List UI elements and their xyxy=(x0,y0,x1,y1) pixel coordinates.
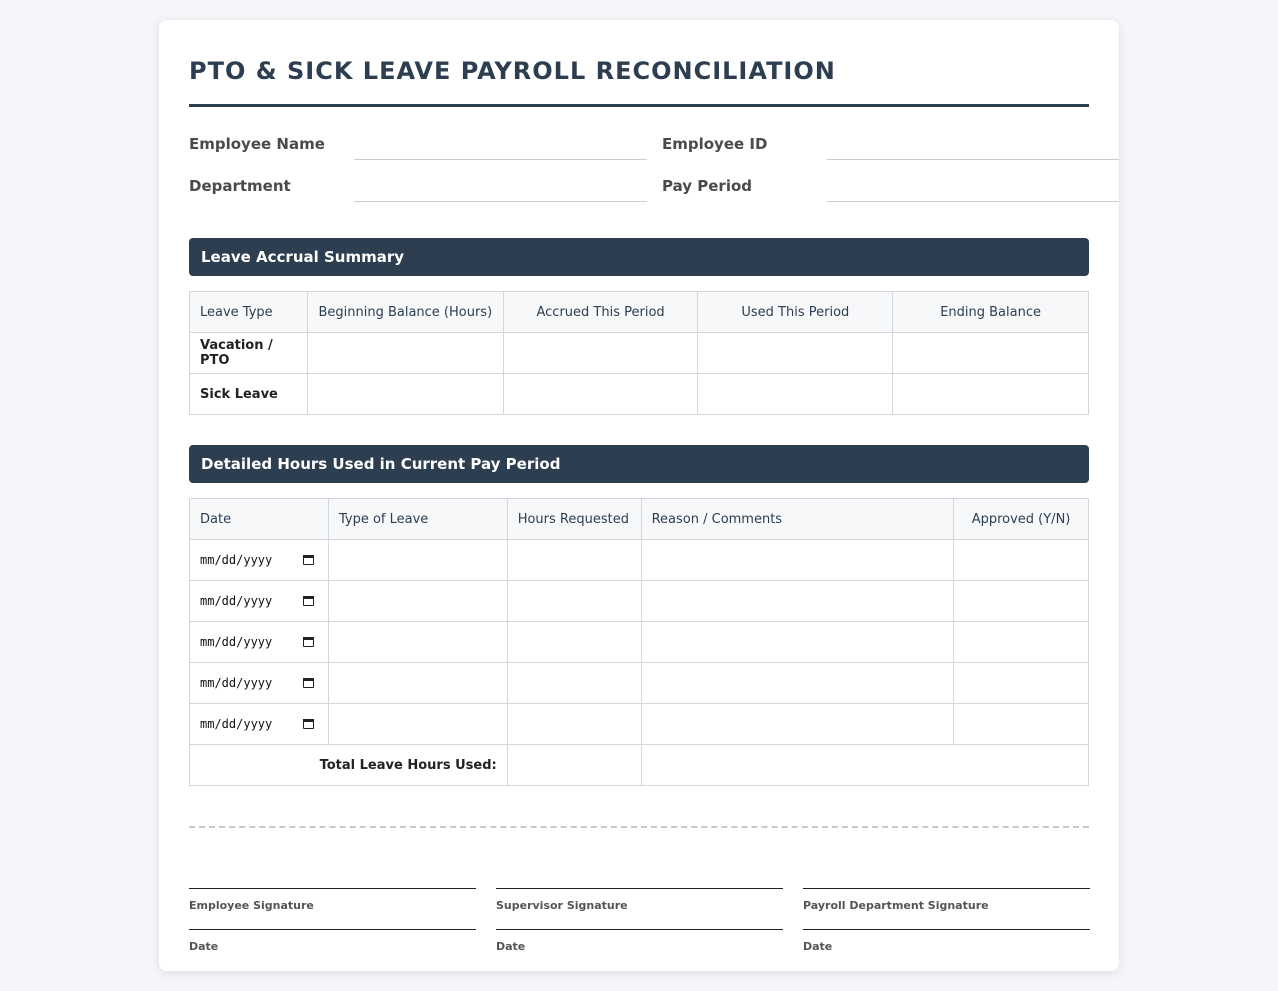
table-row xyxy=(190,374,1089,415)
page-title: PTO & SICK LEAVE PAYROLL RECONCILIATION xyxy=(189,56,1089,107)
table-row xyxy=(190,622,1089,663)
employee-id-field[interactable] xyxy=(827,124,1119,160)
supervisor-signature-line[interactable] xyxy=(496,888,783,889)
input-cell[interactable] xyxy=(954,540,1089,581)
accrual-section-header: Leave Accrual Summary xyxy=(189,238,1089,276)
input-cell[interactable] xyxy=(641,663,953,704)
input-cell[interactable] xyxy=(507,622,641,663)
input-cell[interactable] xyxy=(954,663,1089,704)
input-cell[interactable] xyxy=(893,374,1089,415)
date-placeholder: mm/dd/yyyy xyxy=(200,635,273,649)
col-type-of-leave: Type of Leave xyxy=(328,499,507,540)
employee-signature-label: Employee Signature xyxy=(189,899,314,912)
table-row xyxy=(190,540,1089,581)
total-hours-cell[interactable] xyxy=(507,745,641,786)
input-cell[interactable] xyxy=(328,704,507,745)
employee-signature xyxy=(189,888,476,970)
calendar-icon[interactable] xyxy=(303,719,314,729)
date-placeholder: mm/dd/yyyy xyxy=(200,717,273,731)
payroll-date-line[interactable] xyxy=(803,929,1090,930)
table-row xyxy=(190,663,1089,704)
col-approved: Approved (Y/N) xyxy=(954,499,1089,540)
supervisor-date-line[interactable] xyxy=(496,929,783,930)
col-date: Date xyxy=(190,499,329,540)
row-label-vacation: Vacation / PTO xyxy=(190,333,308,374)
date-input[interactable] xyxy=(190,622,329,663)
input-cell[interactable] xyxy=(307,374,503,415)
input-cell[interactable] xyxy=(641,540,953,581)
col-leave-type: Leave Type xyxy=(190,292,308,333)
col-hours-requested: Hours Requested xyxy=(507,499,641,540)
table-row xyxy=(190,704,1089,745)
input-cell[interactable] xyxy=(641,704,953,745)
date-input[interactable] xyxy=(190,663,329,704)
col-used: Used This Period xyxy=(698,292,893,333)
col-ending-balance: Ending Balance xyxy=(893,292,1089,333)
date-placeholder: mm/dd/yyyy xyxy=(200,553,273,567)
supervisor-signature-label: Supervisor Signature xyxy=(496,899,628,912)
accrual-table xyxy=(189,291,1089,415)
input-cell[interactable] xyxy=(503,374,698,415)
total-row xyxy=(190,745,1089,786)
supervisor-signature xyxy=(496,888,783,970)
table-row xyxy=(190,581,1089,622)
total-blank-cell xyxy=(641,745,1088,786)
date-input[interactable] xyxy=(190,540,329,581)
accrual-header-row xyxy=(190,292,1089,333)
input-cell[interactable] xyxy=(641,581,953,622)
detail-table xyxy=(189,498,1089,786)
calendar-icon[interactable] xyxy=(303,555,314,565)
payroll-signature xyxy=(803,888,1090,970)
input-cell[interactable] xyxy=(328,540,507,581)
employee-id-label: Employee ID xyxy=(662,135,768,153)
input-cell[interactable] xyxy=(893,333,1089,374)
pay-period-label: Pay Period xyxy=(662,177,752,195)
supervisor-date-label: Date xyxy=(496,940,526,953)
col-beginning-balance: Beginning Balance (Hours) xyxy=(307,292,503,333)
department-field[interactable] xyxy=(354,166,647,202)
input-cell[interactable] xyxy=(698,333,893,374)
row-label-sick: Sick Leave xyxy=(190,374,308,415)
input-cell[interactable] xyxy=(507,540,641,581)
detail-header-row xyxy=(190,499,1089,540)
employee-date-line[interactable] xyxy=(189,929,476,930)
date-placeholder: mm/dd/yyyy xyxy=(200,676,273,690)
date-input[interactable] xyxy=(190,704,329,745)
date-placeholder: mm/dd/yyyy xyxy=(200,594,273,608)
total-label: Total Leave Hours Used: xyxy=(190,745,508,786)
input-cell[interactable] xyxy=(507,663,641,704)
payroll-signature-line[interactable] xyxy=(803,888,1090,889)
input-cell[interactable] xyxy=(328,663,507,704)
input-cell[interactable] xyxy=(698,374,893,415)
calendar-icon[interactable] xyxy=(303,596,314,606)
col-reason: Reason / Comments xyxy=(641,499,953,540)
employee-info xyxy=(189,124,1089,208)
input-cell[interactable] xyxy=(328,581,507,622)
col-accrued: Accrued This Period xyxy=(503,292,698,333)
input-cell[interactable] xyxy=(507,581,641,622)
payroll-signature-label: Payroll Department Signature xyxy=(803,899,989,912)
input-cell[interactable] xyxy=(507,704,641,745)
employee-signature-line[interactable] xyxy=(189,888,476,889)
input-cell[interactable] xyxy=(641,622,953,663)
signature-block xyxy=(189,888,1089,970)
employee-name-field[interactable] xyxy=(354,124,647,160)
input-cell[interactable] xyxy=(307,333,503,374)
section-divider xyxy=(189,826,1089,828)
date-input[interactable] xyxy=(190,581,329,622)
input-cell[interactable] xyxy=(954,704,1089,745)
input-cell[interactable] xyxy=(328,622,507,663)
payroll-date-label: Date xyxy=(803,940,833,953)
employee-date-label: Date xyxy=(189,940,219,953)
input-cell[interactable] xyxy=(503,333,698,374)
calendar-icon[interactable] xyxy=(303,637,314,647)
detail-section-header: Detailed Hours Used in Current Pay Period xyxy=(189,445,1089,483)
employee-name-label: Employee Name xyxy=(189,135,325,153)
department-label: Department xyxy=(189,177,291,195)
form-card xyxy=(159,20,1119,971)
input-cell[interactable] xyxy=(954,581,1089,622)
input-cell[interactable] xyxy=(954,622,1089,663)
table-row xyxy=(190,333,1089,374)
calendar-icon[interactable] xyxy=(303,678,314,688)
pay-period-field[interactable] xyxy=(827,166,1119,202)
